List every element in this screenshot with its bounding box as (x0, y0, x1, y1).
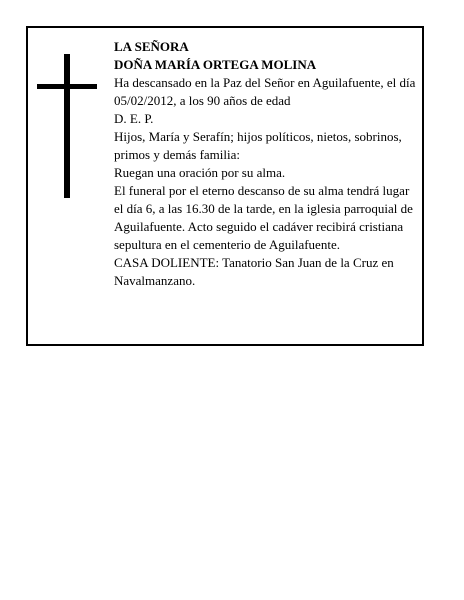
obituary-text (114, 38, 420, 290)
prayer-request: Ruegan una oración por su alma. (114, 165, 286, 180)
cross-horizontal-bar (37, 84, 97, 89)
death-announcement: Ha descansado en la Paz del Señor en Aguilafuente, el día 05/02/2012, a los 90 años de edad (114, 75, 416, 108)
deceased-name: DOÑA MARÍA ORTEGA MOLINA (114, 57, 317, 72)
cross-icon (37, 54, 97, 198)
funeral-details: El funeral por el eterno descanso de su alma tendrá lugar el día 6, a las 16.30 de la tarde, en la iglesia parroquial de Aguilafuente. Acto seguido el cadáver recibirá cristiana sepultura en el cementerio de Aguilafuente. (114, 183, 413, 252)
notice-title: LA SEÑORA (114, 39, 189, 54)
cross-vertical-bar (64, 54, 70, 198)
rip-line: D. E. P. (114, 111, 154, 126)
mourning-house: CASA DOLIENTE: Tanatorio San Juan de la Cruz en Navalmanzano. (114, 255, 394, 288)
family-line: Hijos, María y Serafín; hijos políticos, nietos, sobrinos, primos y demás familia: (114, 129, 402, 162)
